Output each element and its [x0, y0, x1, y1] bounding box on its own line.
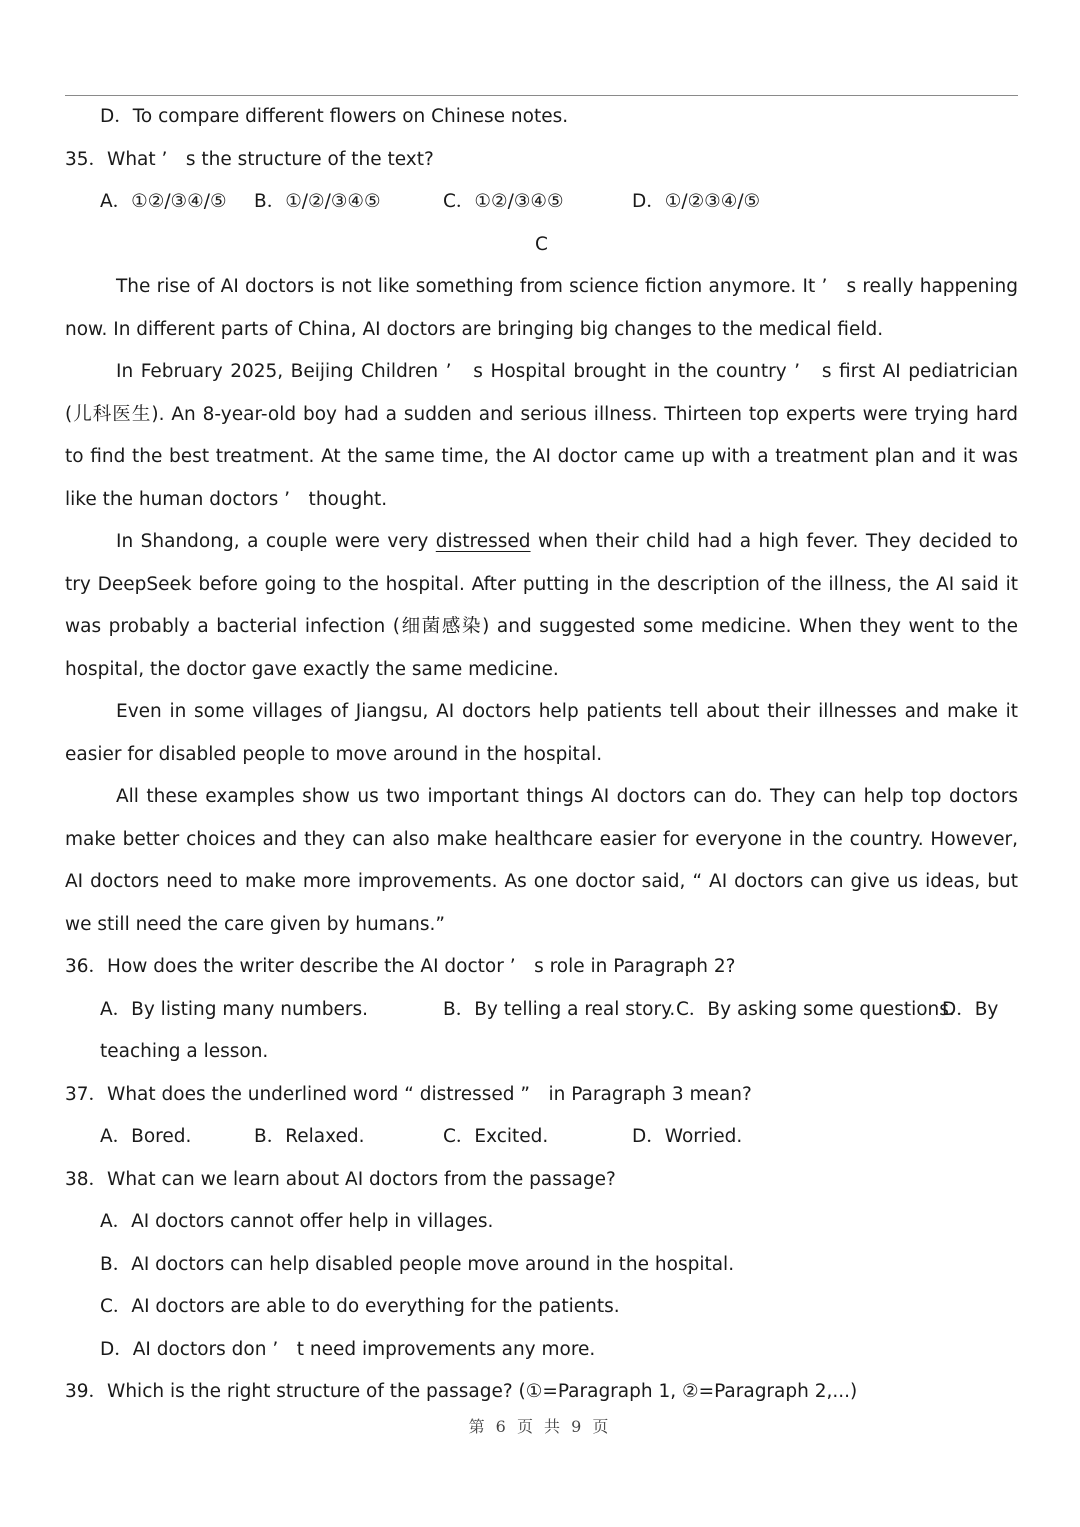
q35-option-d: D．①/②③④/⑤	[632, 191, 761, 212]
passage-paragraph-4: Even in some villages of Jiangsu, AI doctors help patients tell about their illnesses and make it easier for disabled people to move around in the hospital.	[65, 701, 1018, 765]
section-letter: C	[535, 233, 548, 255]
q35-option-b: B．①/②/③④⑤	[254, 191, 381, 212]
paragraph-3-rest: when their child had a high fever. They decided to try DeepSeek before going to the hospital. After putting in the description of the illness, the AI said it was probably a bacterial infection (细菌感染) and suggested some medicine. When they went to the hospital, the doctor gave exactly the same medicine.	[65, 531, 1019, 680]
q37-options	[65, 1116, 1018, 1159]
q35-question: 35．What ’ s the structure of the text?	[65, 148, 434, 170]
q36-options	[65, 989, 1018, 1032]
q36-question: 36．How does the writer describe the AI doctor ’ s role in Paragraph 2?	[65, 956, 736, 977]
q36-option-a: A．By listing many numbers.	[100, 998, 368, 1020]
q37-question: 37．What does the underlined word “ distressed ” in Paragraph 3 mean?	[65, 1083, 752, 1105]
q37-option-a: A．Bored.	[100, 1126, 192, 1147]
q35-options	[65, 181, 1018, 224]
q34-option-d: D．To compare different flowers on Chinese notes.	[100, 106, 569, 127]
underlined-word: distressed	[435, 531, 531, 552]
passage-paragraph-3	[65, 521, 1018, 691]
exam-page-content	[65, 96, 1018, 1414]
paragraph-3-start: In Shandong, a couple were very	[116, 531, 436, 552]
page-number: 第 6 页 共 9 页	[468, 1417, 612, 1436]
q35-option-a: A．①②/③④/⑤	[100, 191, 227, 212]
q38-question: 38．What can we learn about AI doctors from the passage?	[65, 1168, 616, 1190]
q37-option-c: C．Excited.	[443, 1126, 549, 1147]
q37-option-d: D．Worried.	[632, 1126, 743, 1147]
q36-option-d: D．By	[942, 998, 999, 1020]
passage-paragraph-1: The rise of AI doctors is not like something from science fiction anymore. It ’ s really happening now. In different parts of China, AI doctors are bringing big changes to the medical field.	[65, 276, 1018, 340]
q35-option-c: C．①②/③④⑤	[443, 191, 564, 212]
q38-option-a: A．AI doctors cannot offer help in villages.	[100, 1211, 494, 1232]
q39-question: 39．Which is the right structure of the passage? (①=Paragraph 1, ②=Paragraph 2,...)	[65, 1381, 858, 1402]
q37-option-b: B．Relaxed.	[254, 1126, 365, 1147]
q38-option-d: D．AI doctors don ’ t need improvements any more.	[100, 1338, 596, 1360]
q36-option-b: B．By telling a real story.	[443, 998, 676, 1020]
q38-option-b: B．AI doctors can help disabled people move around in the hospital.	[100, 1253, 735, 1275]
passage-paragraph-5: All these examples show us two important things AI doctors can do. They can help top doctors make better choices and they can also make healthcare easier for everyone in the country. However, AI doctors need to make more improvements. As one doctor said, “ AI doctors can give us ideas, but we still need the care given by humans.”	[65, 786, 1018, 935]
q38-option-c: C．AI doctors are able to do everything for the patients.	[100, 1296, 620, 1317]
q36-option-c: C．By asking some questions.	[676, 998, 955, 1020]
q36-option-d-continued: teaching a lesson.	[100, 1041, 269, 1062]
passage-paragraph-2: In February 2025, Beijing Children ’ s Hospital brought in the country ’ s first AI pediatrician (儿科医生). An 8-year-old boy had a sudden and serious illness. Thirteen top experts were trying hard to find the best treatment. At the same time, the AI doctor came up with a treatment plan and it was like the human doctors ’ thought.	[65, 361, 1018, 510]
